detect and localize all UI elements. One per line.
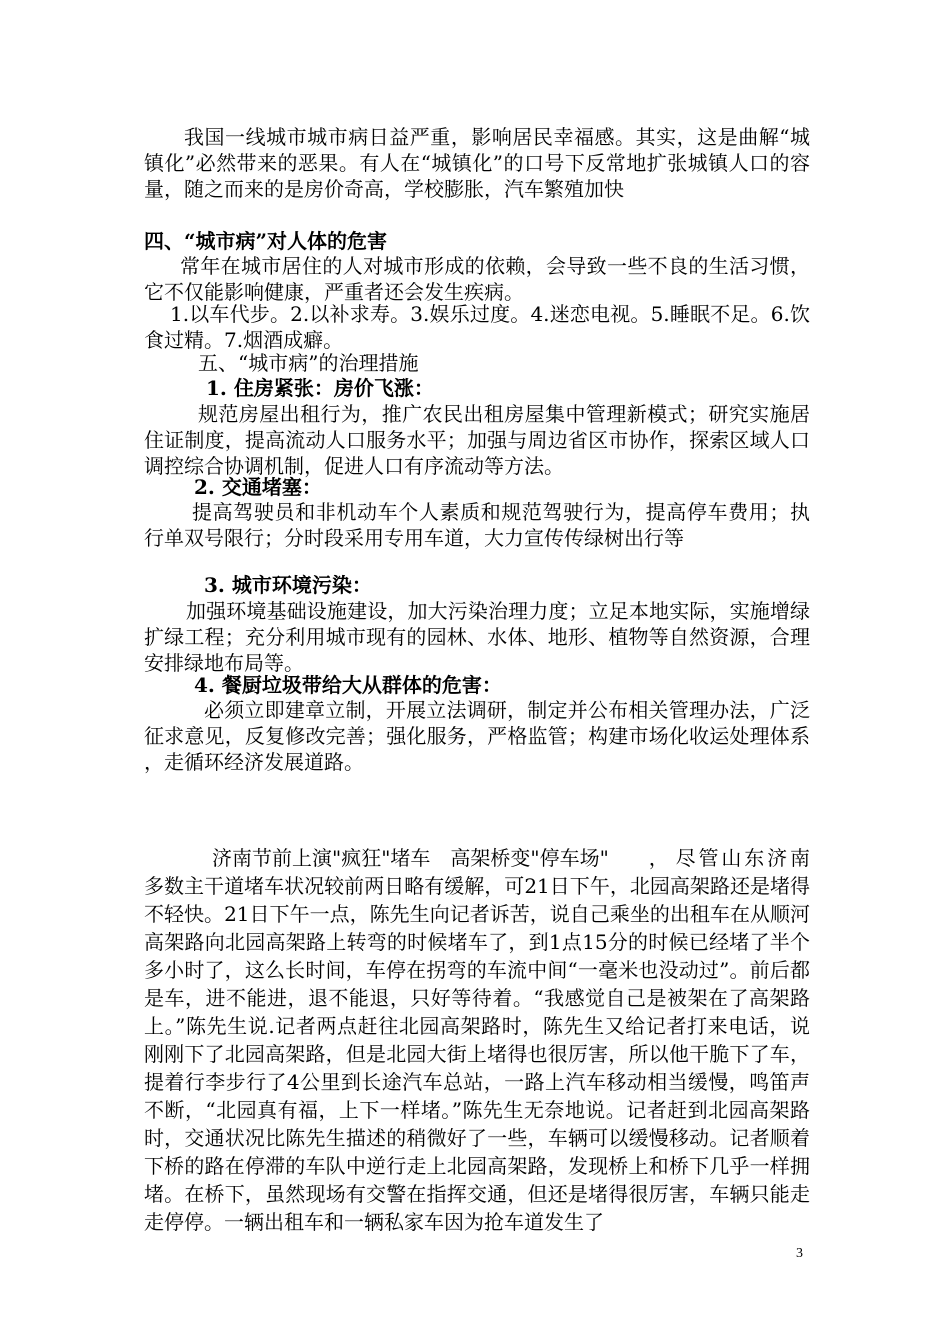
measure-1-body: 规范房屋出租行为，推广农民出租房屋集中管理新模式；研究实施居住证制度，提高流动人口服务水平；加强与周边省区市协作，探索区域人口调控综合协调机制，促进人口有序流动等方法。: [144, 402, 810, 478]
page-number: 3: [796, 1246, 803, 1261]
measure-2-body: 提高驾驶员和非机动车个人素质和规范驾驶行为，提高停车费用；执行单双号限行；分时段采用专用车道，大力宣传传绿树出行等: [144, 500, 810, 550]
news-article-body: 尽管山东济南多数主干道堵车状况较前两日略有缓解，可21日下午，北园高架路还是堵得不轻快。21日下午一点，陈先生向记者诉苦，说自己乘坐的出租车在从顺河高架路向北园高架路上转弯的时候堵车了，到1点15分的时候已经堵了半个多小时了，这么长时间，车停在拐弯的车流中间“一毫米也没动过”。前后都是车，进不能进，退不能退，只好等待着。“我感觉自己是被架在了高架路上。”陈先生说.记者两点赶往北园高架路时，陈先生又给记者打来电话，说刚刚下了北园高架路，但是北园大街上堵得也很厉害，所以他干脆下了车，提着行李步行了4公里到长途汽车总站，一路上汽车移动相当缓慢，鸣笛声不断，“北园真有福，上下一样堵。”陈先生无奈地说。记者赶到北园高架路时，交通状况比陈先生描述的稍微好了一些，车辆可以缓慢移动。记者顺着下桥的路在停滞的车队中逆行走上北园高架路，发现桥上和桥下几乎一样拥堵。在桥下，虽然现场有交警在指挥交通，但还是堵得很厉害，车辆只能走走停停。一辆出租车和一辆私家车因为抢车道发生了: [144, 846, 810, 1234]
section-5-heading: 五、“城市病”的治理措施: [198, 351, 419, 375]
measure-3-title: 3. 城市环境污染：: [204, 573, 372, 597]
measure-1-title: 1. 住房紧张：房价飞涨：: [206, 376, 434, 400]
measure-4-body: 必须立即建章立制，开展立法调研，制定并公布相关管理办法，广泛征求意见，反复修改完善；强化服务，严格监管；构建市场化收运处理体系，走循环经济发展道路。: [144, 698, 810, 774]
intro-paragraph: 我国一线城市城市病日益严重，影响居民幸福感。其实，这是曲解“城镇化”必然带来的恶果。有人在“城镇化”的口号下反常地扩张城镇人口的容量，随之而来的是房价奇高，学校膨胀，汽车繁殖加快: [144, 125, 810, 201]
news-article-title: 济南节前上演"疯狂"堵车 高架桥变"停车场" ，: [212, 846, 669, 870]
measure-4-title: 4. 餐厨垃圾带给大从群体的危害：: [194, 673, 502, 697]
measure-3-body: 加强环境基础设施建设，加大污染治理力度；立足本地实际，实施增绿扩绿工程；充分利用城市现有的园林、水体、地形、植物等自然资源，合理安排绿地布局等。: [144, 599, 810, 675]
measure-2-title: 2. 交通堵塞：: [194, 475, 322, 499]
news-article: [144, 844, 810, 1236]
section-4-heading: 四、“城市病”对人体的危害: [144, 229, 388, 253]
section-4-list: 1.以车代步。2.以补求寿。3.娱乐过度。4.迷恋电视。5.睡眠不足。6.饮食过精。7.烟酒成癖。: [144, 302, 810, 352]
section-4-paragraph: 常年在城市居住的人对城市形成的依赖，会导致一些不良的生活习惯，它不仅能影响健康，严重者还会发生疾病。: [144, 254, 810, 304]
